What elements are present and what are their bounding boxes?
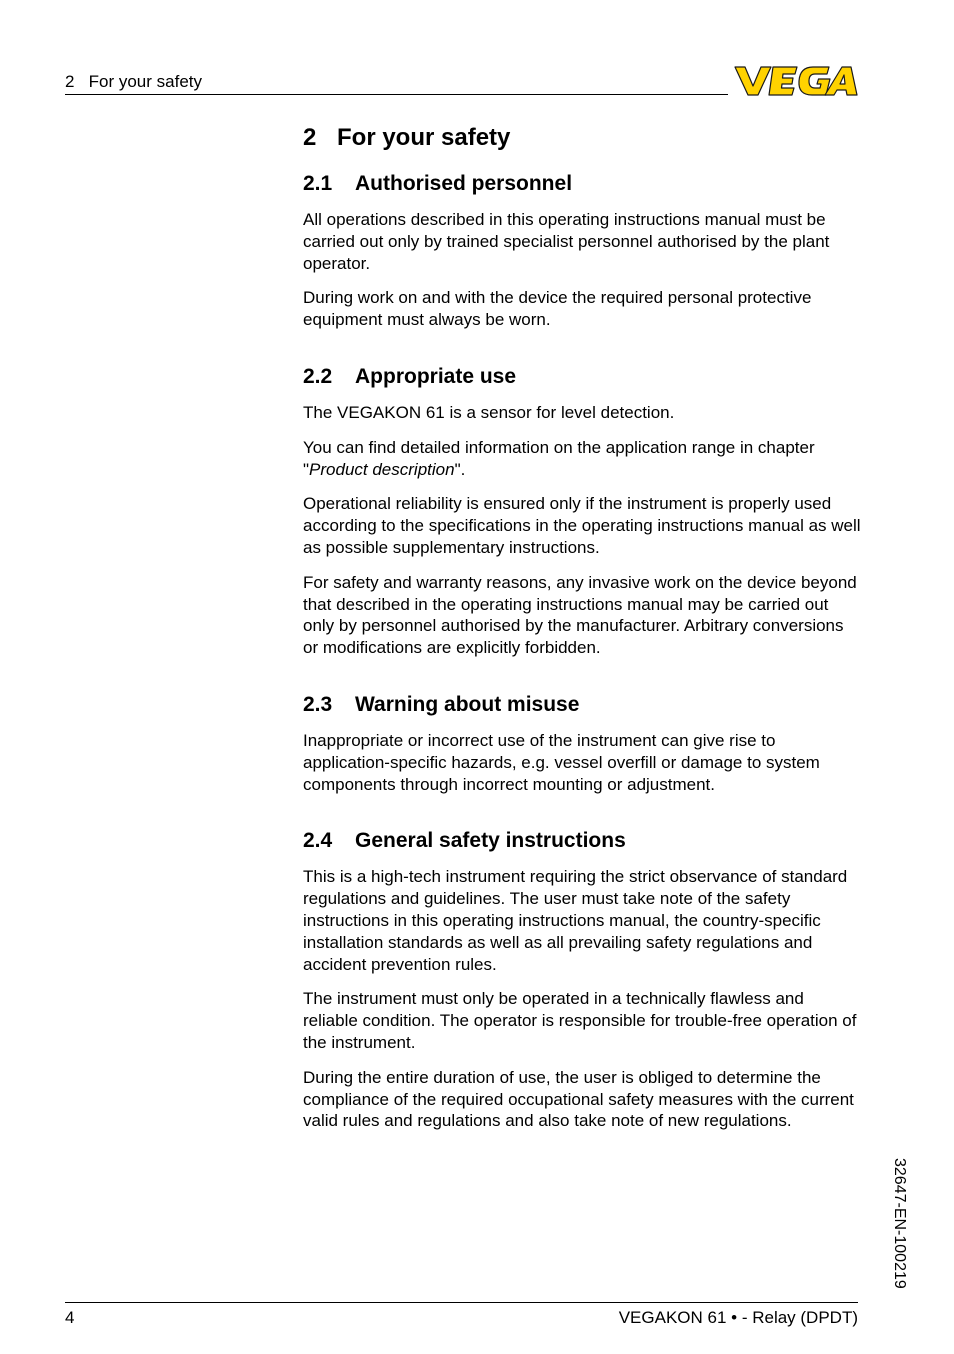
paragraph: All operations described in this operating instructions manual must be carried out only by trained specialist personnel authorised by the plant operator. xyxy=(303,210,830,273)
paragraph: Inappropriate or incorrect use of the instrument can give rise to application-specific hazards, e.g. vessel overfill or damage to system components through incorrect mounting or adjustment. xyxy=(303,730,820,794)
paragraph: During work on and with the device the required personal protective equipment must always be worn. xyxy=(303,288,812,330)
footer-product: VEGAKON 61 • - Relay (DPDT) xyxy=(618,1308,858,1327)
section-title: Warning about misuse xyxy=(355,692,580,716)
main-content xyxy=(303,118,863,1145)
paragraph-with-reference xyxy=(303,437,863,481)
section-number: 2.2 xyxy=(303,364,333,388)
section-number: 2.3 xyxy=(303,692,333,716)
section-number: 2.4 xyxy=(303,829,333,853)
paragraph: The VEGAKON 61 is a sensor for level detection. xyxy=(303,402,675,422)
section-number: 2.1 xyxy=(303,172,333,195)
chapter-number: 2 xyxy=(303,124,317,151)
section-general-safety xyxy=(303,828,863,1132)
paragraph: The instrument must only be operated in a technically flawless and reliable condition. The operator is responsible for trouble-free operation of the instrument. xyxy=(303,989,857,1052)
section-authorised-personnel xyxy=(303,171,863,331)
chapter-title: For your safety xyxy=(337,124,511,151)
chapter-heading xyxy=(303,123,863,153)
vega-logo xyxy=(733,64,859,98)
paragraph: During the entire duration of use, the user is obliged to determine the compliance of the required occupational safety measures with the current valid rules and regulations and also take note of new regulations. xyxy=(303,1067,854,1131)
section-appropriate-use xyxy=(303,364,863,659)
section-title: Appropriate use xyxy=(355,364,517,388)
running-header: 2 For your safety xyxy=(65,72,202,91)
paragraph: This is a high-tech instrument requiring the strict observance of standard regulations and guidelines. The user must take note of the safety instructions in this operating instructions manual, the country-specific installation standards as well as all prevailing safety regulations and accident prevention rules. xyxy=(303,867,848,974)
section-heading xyxy=(303,828,863,854)
section-title: Authorised personnel xyxy=(355,172,573,195)
section-heading xyxy=(303,171,863,197)
section-heading xyxy=(303,364,863,390)
document-code: 32647-EN-100219 xyxy=(891,1158,908,1289)
paragraph: Operational reliability is ensured only if the instrument is properly used according to the specifications in the operating instructions manual as well as possible supplementary instructions. xyxy=(303,494,861,557)
paragraph: For safety and warranty reasons, any invasive work on the device beyond that described in the operating instructions manual may be carried out only by personnel authorised by the manufacturer. Arbitrary conversions or modifications are explicitly forbidden. xyxy=(303,572,857,658)
section-title: General safety instructions xyxy=(355,829,626,853)
paragraph-text-end: ". xyxy=(454,459,466,479)
section-warning-misuse xyxy=(303,692,863,795)
paragraph-text: You can find detailed information on the application range in chapter " xyxy=(303,437,815,479)
header-rule xyxy=(65,94,728,95)
page-number: 4 xyxy=(65,1308,75,1327)
footer-rule xyxy=(65,1302,858,1303)
chapter-reference: Product description xyxy=(309,459,455,479)
section-heading xyxy=(303,692,863,718)
